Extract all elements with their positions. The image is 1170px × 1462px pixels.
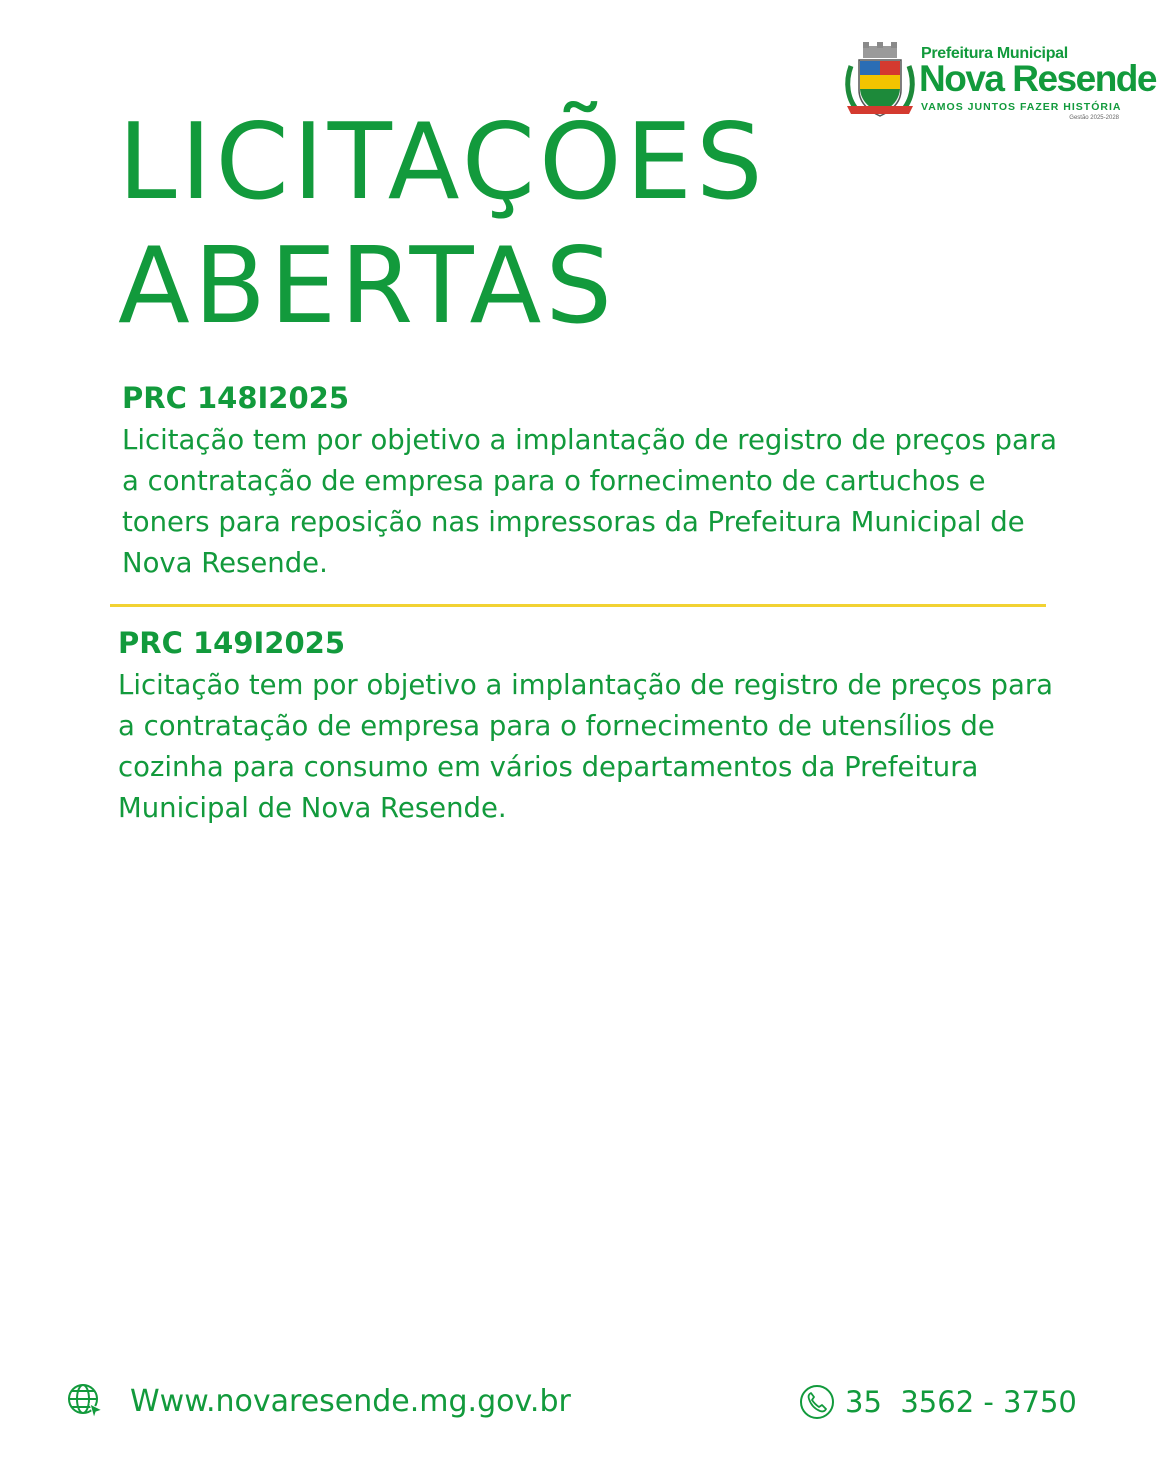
globe-cursor-icon <box>66 1382 104 1420</box>
bid-item <box>118 625 1058 829</box>
footer-website[interactable] <box>66 1382 571 1420</box>
bid-description: Licitação tem por objetivo a implantação de registro de preços para a contratação de empresa para o fornecimento de utensílios de cozinha para consumo em vários departamentos da Prefeitura Municipal de Nova Resende. <box>118 669 1054 824</box>
logo-city-name: Nova Resende <box>919 58 1156 99</box>
coat-of-arms-icon <box>843 42 917 122</box>
bid-item <box>122 380 1062 584</box>
website-link[interactable]: Www.novaresende.mg.gov.br <box>130 1383 571 1419</box>
logo-prefix: Prefeitura Municipal <box>921 45 1068 62</box>
logo-term: Gestão 2025-2028 <box>1069 115 1119 121</box>
bid-description: Licitação tem por objetivo a implantação de registro de preços para a contratação de empresa para o fornecimento de cartuchos e toners para reposição nas impressoras da Prefeitura Municipal de Nova Resende. <box>122 424 1058 579</box>
logo-slogan: VAMOS JUNTOS FAZER HISTÓRIA <box>921 101 1122 113</box>
bid-code: PRC 148I2025 <box>122 381 350 415</box>
title-line-1: LICITAÇÕES <box>118 101 767 223</box>
title-line-2: ABERTAS <box>118 225 616 347</box>
municipal-logo <box>843 42 1156 124</box>
footer-phone[interactable] <box>799 1384 1077 1420</box>
page-title <box>118 100 767 348</box>
bid-code: PRC 149I2025 <box>118 626 346 660</box>
phone-icon <box>799 1384 835 1420</box>
divider <box>110 604 1046 607</box>
phone-number[interactable]: 35 3562 - 3750 <box>845 1385 1077 1419</box>
